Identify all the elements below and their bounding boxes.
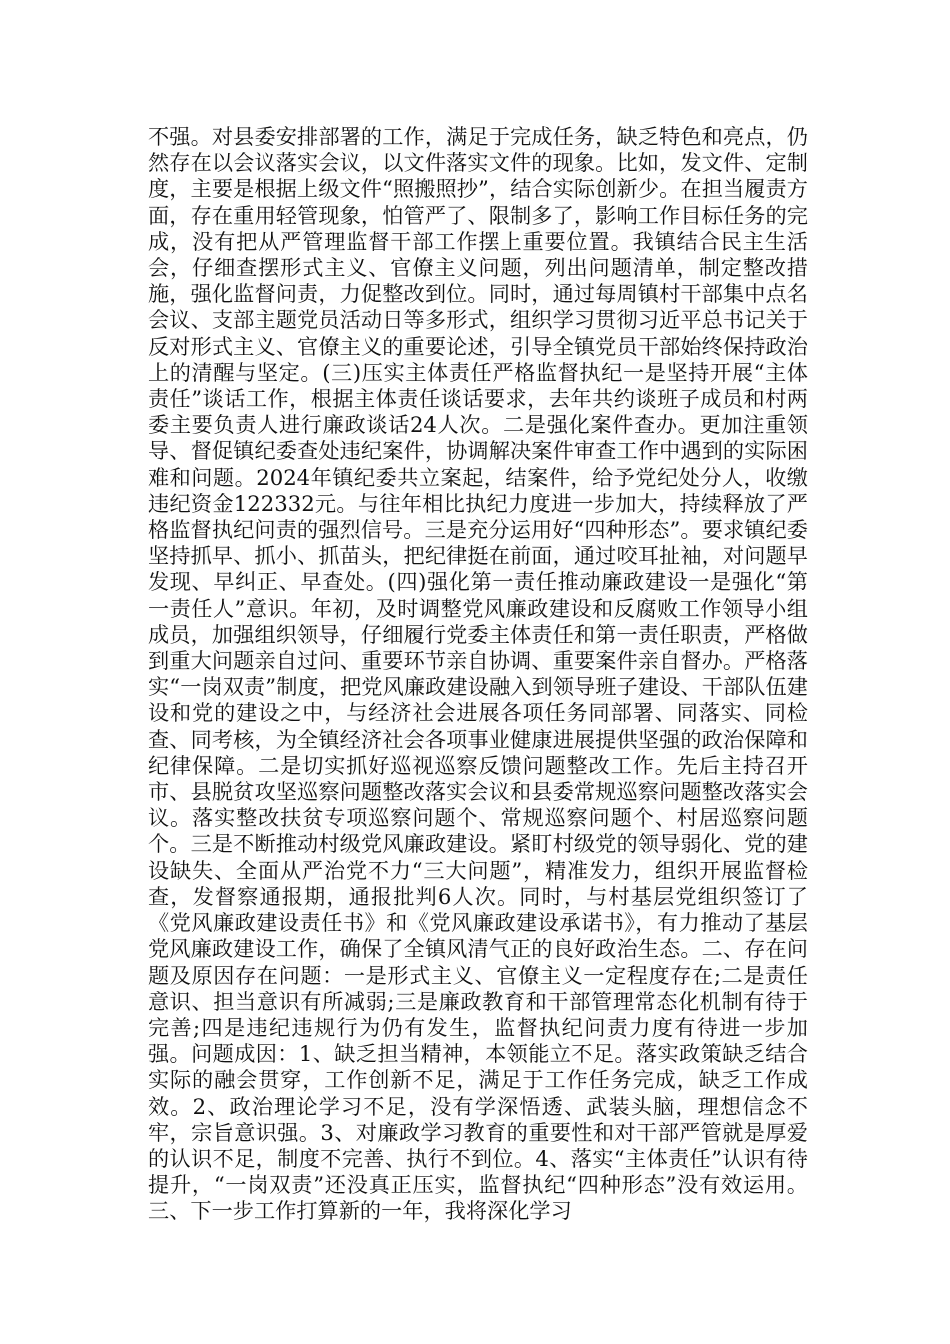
body-paragraph: 不强。对县委安排部署的工作，满足于完成任务，缺乏特色和亮点，仍然存在以会议落实会议，以文件落实文件的现象。比如，发文件、定制度，主要是根据上级文件“照搬照抄”，结合实际创新少。在担当履责方面，存在重用轻管现象，怕管严了、限制多了，影响工作目标任务的完成，没有把从严管理监督干部工作摆上重要位置。我镇结合民主生活会，仔细查摆形式主义、官僚主义问题，列出问题清单，制定整改措施，强化监督问责，力促整改到位。同时，通过每周镇村干部集中点名会议、支部主题党员活动日等多形式，组织学习贯彻习近平总书记关于反对形式主义、官僚主义的重要论述，引导全镇党员干部始终保持政治上的清醒与坚定。(三)压实主体责任严格监督执纪一是坚持开展“主体责任”谈话工作，根据主体责任谈话要求，去年共约谈班子成员和村两委主要负责人进行廉政谈话24人次。二是强化案件查办。更加注重领导、督促镇纪委查处违纪案件，协调解决案件审查工作中遇到的实际困难和问题。2024年镇纪委共立案起，结案件，给予党纪处分人，收缴违纪资金122332元。与往年相比执纪力度进一步加大，持续释放了严格监督执纪问责的强烈信号。三是充分运用好“四种形态”。要求镇纪委坚持抓早、抓小、抓苗头，把纪律挺在前面，通过咬耳扯袖，对问题早发现、早纠正、早查处。(四)强化第一责任推动廉政建设一是强化“第一责任人”意识。年初，及时调整党风廉政建设和反腐败工作领导小组成员，加强组织领导，仔细履行党委主体责任和第一责任职责，严格做到重大问题亲自过问、重要环节亲自协调、重要案件亲自督办。严格落实“一岗双责”制度，把党风廉政建设融入到领导班子建设、干部队伍建设和党的建设之中，与经济社会进展各项任务同部署、同落实、同检查、同考核，为全镇经济社会各项事业健康进展提供坚强的政治保障和纪律保障。二是切实抓好巡视巡察反馈问题整改工作。先后主持召开市、县脱贫攻坚巡察问题整改落实会议和县委常规巡察问题整改落实会议。落实整改扶贫专项巡察问题个、常规巡察问题个、村居巡察问题个。三是不断推动村级党风廉政建设。紧盯村级党的领导弱化、党的建设缺失、全面从严治党不力“三大问题”，精准发力，组织开展监督检查，发督察通报期，通报批判6人次。同时，与村基层党组织签订了《党风廉政建设责任书》和《党风廉政建设承诺书》，有力推动了基层党风廉政建设工作，确保了全镇风清气正的良好政治生态。二、存在问题及原因存在问题：一是形式主义、官僚主义一定程度存在;二是责任意识、担当意识有所减弱;三是廉政教育和干部管理常态化机制有待于完善;四是违纪违规行为仍有发生，监督执纪问责力度有待进一步加强。问题成因：1、缺乏担当精神，本领能立不足。落实政策缺乏结合实际的融会贯穿，工作创新不足，满足于工作任务完成，缺乏工作成效。2、政治理论学习不足，没有学深悟透、武装头脑，理想信念不牢，宗旨意识强。3、对廉政学习教育的重要性和对干部严管就是厚爱的认识不足，制度不完善、执行不到位。4、落实“主体责任”认识有待提升，“一岗双责”还没真正压实，监督执纪“四种形态”没有效运用。三、下一步工作打算新的一年，我将深化学习 bbox=[148, 124, 808, 1224]
